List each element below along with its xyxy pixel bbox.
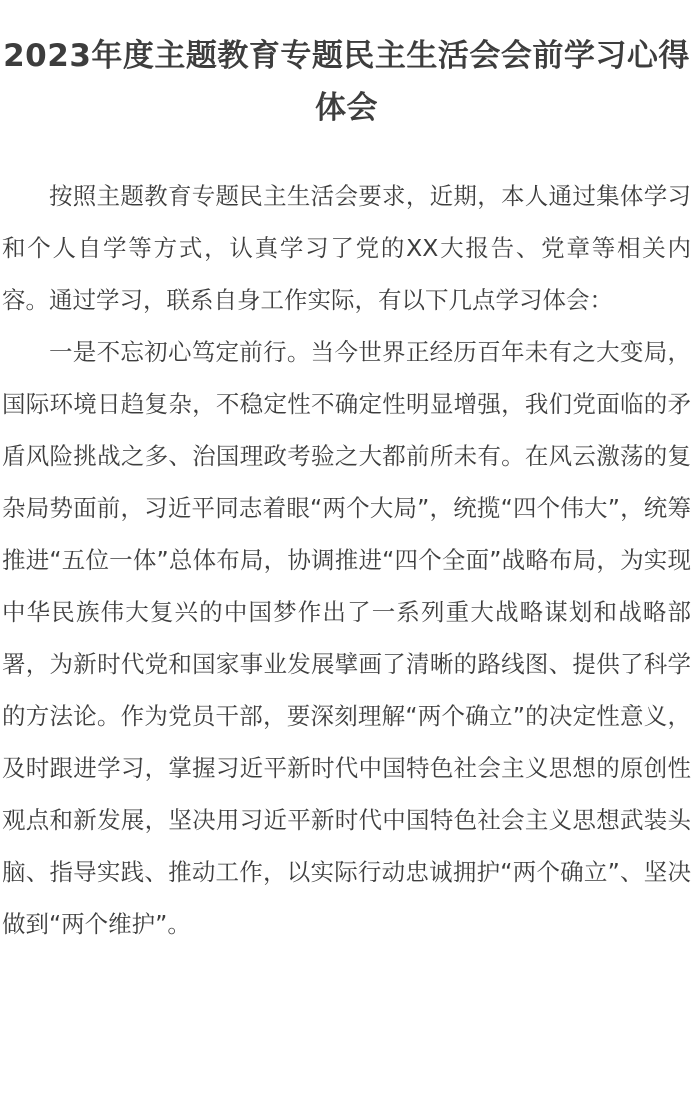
document-body <box>2 170 691 950</box>
paragraph-point-one: 一是不忘初心笃定前行。当今世界正经历百年未有之大变局，国际环境日趋复杂，不稳定性不确定性明显增强，我们党面临的矛盾风险挑战之多、治国理政考验之大都前所未有。在风云激荡的复杂局势面前，习近平同志着眼“两个大局”，统揽“四个伟大”，统筹推进“五位一体”总体布局，协调推进“四个全面”战略布局，为实现中华民族伟大复兴的中国梦作出了一系列重大战略谋划和战略部署，为新时代党和国家事业发展擘画了清晰的路线图、提供了科学的方法论。作为党员干部，要深刻理解“两个确立”的决定性意义，及时跟进学习，掌握习近平新时代中国特色社会主义思想的原创性观点和新发展，坚决用习近平新时代中国特色社会主义思想武装头脑、指导实践、推动工作，以实际行动忠诚拥护“两个确立”、坚决做到“两个维护”。 <box>2 338 691 938</box>
document-title: 2023年度主题教育专题民主生活会会前学习心得体会 <box>3 38 690 126</box>
paragraph-intro: 按照主题教育专题民主生活会要求，近期，本人通过集体学习和个人自学等方式，认真学习了党的XX大报告、党章等相关内容。通过学习，联系自身工作实际，有以下几点学习体会： <box>2 182 691 314</box>
